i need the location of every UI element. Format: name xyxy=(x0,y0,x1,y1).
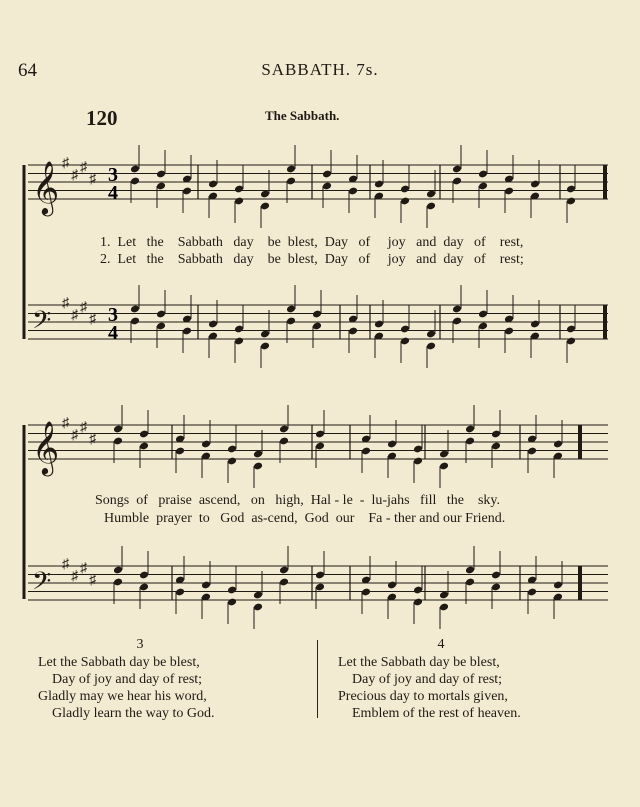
sharp-sign: ♯ xyxy=(71,308,78,323)
verse-4-line-4: Emblem of the rest of heaven. xyxy=(352,706,521,721)
sharp-sign: ♯ xyxy=(62,296,69,311)
sharp-sign: ♯ xyxy=(71,569,78,584)
hymn-number: 120 xyxy=(86,106,118,130)
verse-3-line-1: Let the Sabbath day be blest, xyxy=(38,655,200,670)
verse-3-line-4: Gladly learn the way to God. xyxy=(52,706,215,721)
sharp-sign: ♯ xyxy=(62,416,69,431)
time-signature-top-treble-1: 3 xyxy=(108,164,118,186)
running-title: SABBATH. 7s. xyxy=(261,60,379,79)
verse-4-line-1: Let the Sabbath day be blest, xyxy=(338,655,500,670)
time-signature-bottom-treble-1: 4 xyxy=(108,182,118,204)
page-number: 64 xyxy=(18,60,37,81)
time-signature-top-bass-1: 3 xyxy=(108,304,118,326)
sharp-sign: ♯ xyxy=(80,420,87,435)
treble-clef: 𝄞 xyxy=(32,160,60,214)
time-signature-bottom-bass-1: 4 xyxy=(108,322,118,344)
verse-3-line-3: Gladly may we hear his word, xyxy=(38,689,207,704)
lyric-s1-line2: 2. Let the Sabbath day be blest, Day of joy and day of rest; xyxy=(100,252,524,267)
treble-clef: 𝄞 xyxy=(32,420,60,474)
barlines xyxy=(24,165,605,600)
lyric-s2-line2: Humble prayer to God as-cend, God our Fa - ther and our Friend. xyxy=(104,511,506,526)
clefs-and-keys xyxy=(32,156,97,602)
sharp-sign: ♯ xyxy=(80,300,87,315)
sharp-sign: ♯ xyxy=(89,432,96,447)
verse-4-line-2: Day of joy and day of rest; xyxy=(352,672,503,687)
verse-3-number: 3 xyxy=(136,637,144,652)
notes xyxy=(113,145,576,629)
sharp-sign: ♯ xyxy=(62,156,69,171)
bass-clef: 𝄢 xyxy=(32,567,52,602)
sharp-sign: ♯ xyxy=(80,561,87,576)
hymn-title: The Sabbath. xyxy=(265,108,340,123)
lyric-s1-line1: 1. Let the Sabbath day be blest, Day of joy and day of rest, xyxy=(100,235,524,250)
verse-4-line-3: Precious day to mortals given, xyxy=(338,689,508,704)
sharp-sign: ♯ xyxy=(80,160,87,175)
sharp-sign: ♯ xyxy=(89,312,96,327)
bass-clef: 𝄢 xyxy=(32,306,52,341)
sharp-sign: ♯ xyxy=(89,172,96,187)
sharp-sign: ♯ xyxy=(89,573,96,588)
verse-divider xyxy=(317,640,318,718)
sharp-sign: ♯ xyxy=(71,428,78,443)
sharp-sign: ♯ xyxy=(71,168,78,183)
sharp-sign: ♯ xyxy=(62,557,69,572)
lyric-s2-line1: Songs of praise ascend, on high, Hal - le - lu-jahs fill the sky. xyxy=(95,493,501,508)
verse-4-number: 4 xyxy=(437,637,445,652)
staff-lines xyxy=(28,165,608,600)
verse-3-line-2: Day of joy and day of rest; xyxy=(52,672,203,687)
